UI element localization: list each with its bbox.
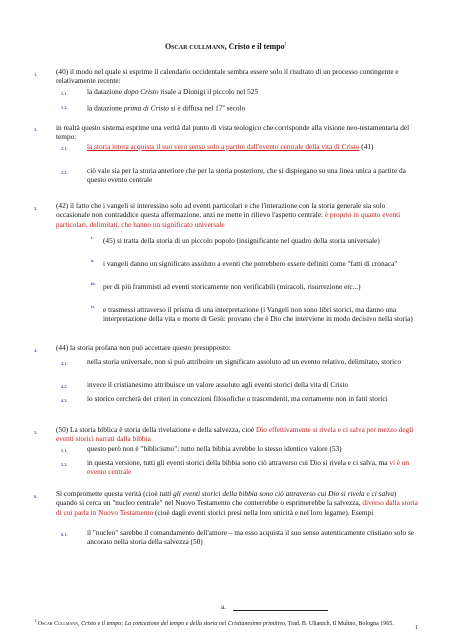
section-text: (50) La storia biblica è storia della rivelazione e della salvezza, cioè Dio effettivamente si rivela e ci salva per mezzo degli eventi storici narrati dalla bibbia (56, 425, 414, 444)
subitem-number: 1.2. (61, 105, 68, 110)
section-text: Si compromette questa verità (cioè tutti gli eventi storici della bibbia sono ciò attraverso cui Dio si rivela e ci salva) quando si cerca un "nucleo centrale" nel Nuovo Testamento che conterrebbe o esprimerebbe la salvezza, diverso dalla storia di cui parla in Nuovo Testamento (cioè dagli eventi storici presi nella loro unicità e nel loro legame). Esempi (56, 489, 418, 517)
subitem-text: la storia intera acquista il suo vero senso solo a partire dall'evento centrale della vita di Cristo (41) (87, 142, 374, 151)
subitem-text: invece il cristianesimo attribuisce un valore assoluto agli eventi storici della vita di Cristo (87, 380, 349, 389)
page-number: 1 (415, 625, 418, 631)
subitem-text: e trasmessi attraverso il prisma di una interpretazione (i Vangeli non sono libri storici, ma danno una interpretazione della vita e morte di Gesù: provano che è Dio che interviene in modo decisivo nella storia) (103, 305, 413, 324)
section-text: (42) il fatto che i vangeli si interessino solo ad eventi particolari e che l'interazione con la storia generale sia solo occasionale non contraddice questa affermazione, anzi ne mette in rilievo l'aspetto centrale: è proprio in quanto eventi particolari, delimitati, che hanno un significato universale (56, 201, 401, 229)
title-work: , Cristo e il tempo (224, 42, 285, 51)
subitem-number: 1.1. (61, 91, 68, 96)
subitem-number: iv. (91, 304, 96, 309)
document-title (0, 42, 452, 51)
subitem-text: lo storico cercherà dei criteri in concezioni filosofiche o trascendenti, ma certamente non in fatti storici (87, 394, 388, 403)
subitem-text: per di più frammisti ad eventi storicamente non verificabili (miracoli, risurrezione etc...) (103, 282, 361, 291)
subitem-number: 2.1. (61, 146, 68, 151)
section-number: 1. (34, 72, 38, 77)
subitem-text: nella storia universale, non si può attribuire un significato assoluto ad un evento relativo, delimitato, storico (87, 357, 402, 366)
section-number: 2. (34, 127, 38, 132)
section-number: 3. (34, 206, 38, 211)
section-text: (40) il modo nel quale si esprime il calendario occidentale sembra essere solo il risultato di un processo contingente e relativamente recente: (56, 67, 399, 86)
subitem-text: in questa versione, tutti gli eventi storici della bibbia sono ciò attraverso cui Dio si rivela e ci salva, ma vi è un evento centrale (87, 458, 410, 477)
footnote: $^1$ Oscar Cullmann, Cristo e il tempo: La concezione del tempo e della storia nel Cristianesimo primitivo, Trad. B. Ulianich, Il Mulino, Bologna 1965. (34, 618, 394, 627)
subitem-text: la datazione prima di Cristo si è diffusa nel 17$^o$ secolo (87, 103, 246, 113)
title-footnote-mark: 1 (284, 42, 288, 48)
subitem-text: il "nucleo" sarebbe il comandamento dell'amore – ma esso acquista il suo senso autenticamente cristiano solo se ancorato nella storia della salvezza (50) (87, 528, 415, 547)
section-number: 5. (34, 430, 38, 435)
footnote-marker: a. (221, 603, 226, 611)
footnote-separator (233, 610, 328, 611)
subitem-number: 4.2. (61, 384, 68, 389)
section-text: (44) la storia profana non può accettare questo presupposto: (56, 343, 231, 352)
subitem-number: 4.3. (61, 398, 68, 403)
subitem-number: 5.1. (61, 448, 68, 453)
subitem-number: i. (91, 235, 94, 240)
section-number: 6. (34, 494, 38, 499)
subitem-number: 6.1. (61, 532, 68, 537)
subitem-text: ciò vale sia per la storia anteriore che per la storia posteriore, che si dispiegano su una linea unica a partire da questo evento centrale (87, 166, 406, 185)
section-number: 4. (34, 348, 38, 353)
section-text: in realtà questo sistema esprime una verità dal punto di vista teologico che corrisponde alla visione neo-testamentaria del tempo: (56, 123, 410, 142)
subitem-text: (45) si tratta della storia di un piccolo popolo (insignificante nel quadro della storia universale) (103, 236, 380, 245)
subitem-text: la datazione dopo Cristo risale a Dionigi il piccolo nel 525 (87, 87, 259, 96)
subitem-text: i vangeli danno un significato assoluto a eventi che potrebbero essere definiti come "fatti di cronaca" (103, 259, 398, 268)
subitem-number: 5.2. (61, 462, 68, 467)
subitem-number: 4.1. (61, 361, 68, 366)
title-author: Oscar cullmann (164, 42, 225, 51)
subitem-number: iii. (91, 281, 96, 286)
subitem-text: questo però non è "biblicismo": tutto nella bibbia avrebbe lo stesso identico valore (53) (87, 444, 342, 453)
subitem-number: 2.2. (61, 170, 68, 175)
subitem-number: ii. (91, 258, 95, 263)
